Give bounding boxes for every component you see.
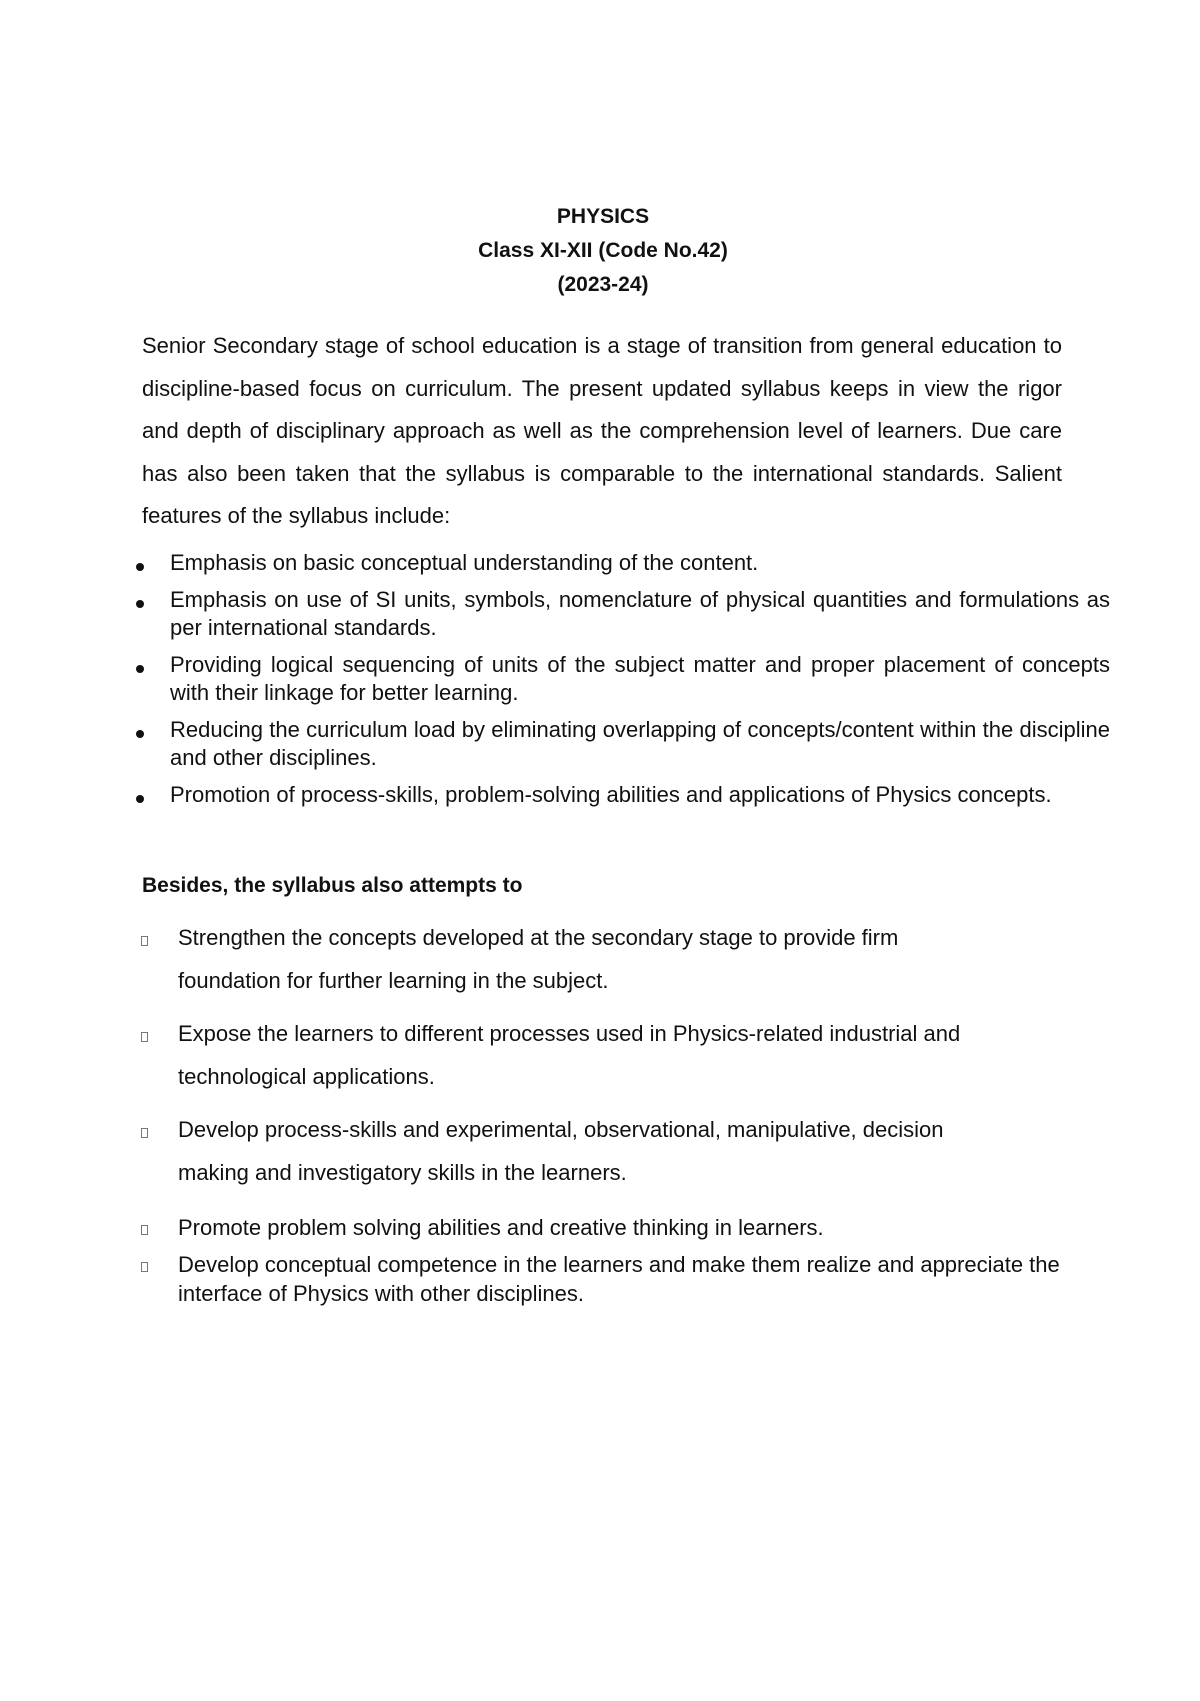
bullet-icon [136, 795, 144, 803]
title-block [0, 200, 1200, 302]
subject-title: PHYSICS [556, 205, 650, 228]
feature-text: Providing logical sequencing of units of the subject matter and proper placement of concepts with their linkage for better learning. [170, 652, 1110, 705]
box-bullet-icon [141, 936, 148, 946]
aim-item [137, 917, 997, 1002]
bullet-icon [136, 665, 144, 673]
aim-text: Develop process-skills and experimental, observational, manipulative, decision making and investigatory skills in the learners. [178, 1117, 944, 1185]
bullet-icon [136, 730, 144, 738]
aims-list-continued [137, 1213, 1117, 1316]
box-bullet-icon [141, 1225, 148, 1235]
aim-text: Promote problem solving abilities and creative thinking in learners. [178, 1215, 824, 1240]
aim-item [137, 1013, 997, 1098]
feature-item [130, 781, 1110, 809]
feature-item [130, 716, 1110, 772]
bullet-icon [136, 600, 144, 608]
intro-paragraph: Senior Secondary stage of school education is a stage of transition from general education to discipline-based focus on curriculum. The present updated syllabus keeps in view the rigor and depth of disciplinary approach as well as the comprehension level of learners. Due care has also been taken that the syllabus is comparable to the international standards. Salient features of the syllabus include: [142, 333, 1062, 528]
feature-text: Emphasis on basic conceptual understanding of the content. [170, 550, 759, 575]
aim-text: Develop conceptual competence in the learners and make them realize and appreciate the interface of Physics with other disciplines. [178, 1252, 1060, 1306]
feature-item [130, 651, 1110, 707]
aim-text: Expose the learners to different processes used in Physics-related industrial and technological applications. [178, 1021, 961, 1089]
box-bullet-icon [141, 1032, 148, 1042]
besides-heading: Besides, the syllabus also attempts to [142, 874, 523, 897]
bullet-icon [136, 563, 144, 571]
aim-text: Strengthen the concepts developed at the secondary stage to provide firm foundation for further learning in the subject. [178, 925, 899, 993]
aim-item [137, 1250, 1117, 1308]
aim-item [137, 1213, 1117, 1242]
feature-item [130, 549, 1110, 577]
features-list [130, 549, 1110, 818]
aim-item [137, 1109, 997, 1194]
feature-text: Reducing the curriculum load by eliminating overlapping of concepts/content within the discipline and other disciplines. [170, 717, 1110, 770]
session-year: (2023-24) [557, 273, 649, 296]
box-bullet-icon [141, 1128, 148, 1138]
feature-text: Promotion of process-skills, problem-solving abilities and applications of Physics concepts. [170, 782, 1052, 807]
box-bullet-icon [141, 1262, 148, 1272]
feature-text: Emphasis on use of SI units, symbols, nomenclature of physical quantities and formulations as per international standards. [170, 587, 1110, 640]
class-code: Class XI-XII (Code No.42) [478, 239, 728, 262]
feature-item [130, 586, 1110, 642]
aims-list [137, 917, 997, 1205]
